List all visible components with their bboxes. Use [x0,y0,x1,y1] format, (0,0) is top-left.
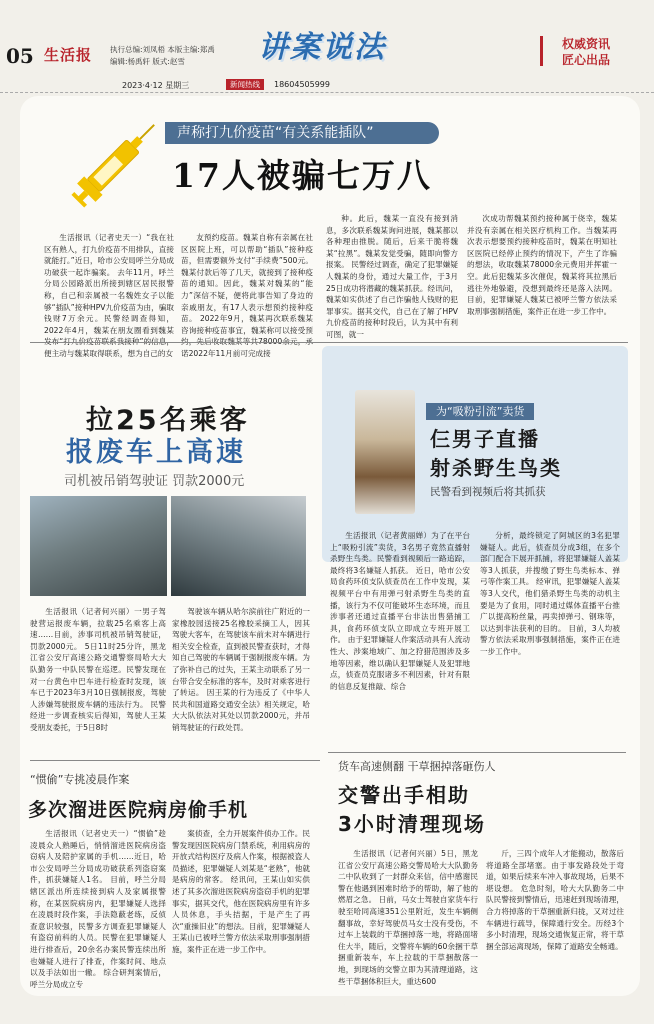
story2-column: 生活报讯（记者何兴丽）一男子驾驶营运报废车辆，拉载25名乘客上高速……目前，涉事司机被吊销驾驶证，罚款2000元。 5日11时25分许，黑龙江省公安厅高速公路交通警察局哈大大队勤务一中队民警在巡逻。民警发现在对一台黄色中巴车进行检查时发现，该车已于2023年3月10日强制报废，驾驶人涉嫌驾驶报废车辆的违法行为。 民警经进一步调查核实后得知，驾驶人王某受朋友委托，于5日8时 [30,607,166,732]
section-divider [30,760,320,761]
hotline-label: 新闻热线 [226,79,264,90]
story1-column: 友预约疫苗。魏某自称有亲属在社区医院上班，可以帮助“插队”接种疫苗，但需要额外支付“手续费”500元。魏某付款后等了几天，就接到了接种疫苗的通知。因此，魏某对魏某的“能力”深信不疑，便将此事告知了身边的亲戚朋友，有17人表示想预约接种疫苗。 2022年9月，魏某再次联系魏某咨询接种疫苗事宜，魏某称可以接受预约，先后收取魏某等共78000余元，承诺2022年11月前可完成接 [181,233,313,358]
slogan-line: 匠心出品 [562,53,611,67]
police-photo [171,496,306,596]
story1-column: 次成功帮魏某预约接种属于侥幸，魏某并没有亲属在相关医疗机构工作。当魏某再次表示想要预约接种疫苗时，魏某在明知社区医院已经停止预约的情况下，产生了诈骗的想法，收取魏某78000余元费用并挥霍一空。此后犯魏某多次催促，魏某将其拉黑后逃往外地躲避，没想到最终还是落入法网。 目前，犯罪嫌疑人魏某已被呼兰警方依法采取刑事强制措施，案件正在进一步工作中。 [467,214,617,316]
bus-photo [30,496,167,596]
story1-column: 生活报讯（记者史天一）“我在社区有熟人，打九价疫苗不用排队，直接就能打。”近日，哈市公安局呼兰分局成功破获一起诈骗案。 去年11月，呼兰分局公园路派出所接到辖区居民报警称，自己和亲属被一名魏姓女子以能够“插队”接种HPV九价疫苗为由，骗取钱财7万余元。民警经调查得知，2022年4月，魏某在朋友圈看到魏某发布“打九价疫苗联系我接种”的信息，便主动与魏某取得联系，想为自己的女 [44,233,174,358]
story2-headline-line2: 报废车上高速 [66,437,246,468]
story5-headline [338,781,486,839]
story1-column: 种。此后，魏某一直没有接到消息，多次联系魏某询问进展，魏某都以各种理由推脱。随后，后来干脆将魏某“拉黑”。魏某发觉受骗，随即向警方报案。 民警经过调查，确定了犯罪嫌疑人魏某的身份，通过大量工作，于3月25日成功将潜藏的魏某抓获。经讯问，魏某如实供述了自己诈骗他人钱财的犯罪事实。据其交代，自己在了解了HPV九价疫苗的接种时段后，认为其中有利可图，就一 [326,214,458,339]
page-number: 05 [6,44,34,68]
slogan [562,36,610,68]
story4-headline: 多次溜进医院病房偷手机 [28,799,249,821]
newspaper-name: 生活报 [44,46,93,64]
story1-kicker: 声称打九价疫苗“有关系能插队” [165,122,439,144]
story3-column: 分析，最终锁定了阿城区的3名犯罪嫌疑人。此后，侦查员分成3组，在多个部门配合下展开抓捕，将犯罪嫌疑人盖某等3人抓获，并搜缴了野生鸟类标本、弹弓等作案工具。 经审讯，犯罪嫌疑人盖某等3人交代，他们猎杀野生鸟类的动机主要是为了食用，同时通过媒体直播平台推广以提高粉丝量，再卖掉弹弓、钢珠等，以达到非法获利的目的。 目前，3人均被警方依法采取刑事强制措施，案件正在进一步工作中。 [480,531,620,656]
story2-headline-line1: 拉25名乘客 [86,405,250,436]
section-divider [328,752,626,753]
story4-column: 案侦查，全力开展案件侦办工作。民警发现因医院病房门禁系统，利用病房的开放式结构医疗及病人作案，根据被盗人员描述，犯罪嫌疑人刘某是“老熟”，他就是病房的常客。 经讯问，王某山如实供述了其多次溜进医院病房盗窃手机的犯罪事实，据其交代，他在医院病房里有许多人员休息，手头拮据，于是产生了再次“重操旧业”的想法。目前，犯罪嫌疑人王某山已被呼兰警方依法采取刑事强制措施，案件正在进一步工作中。 [172,829,310,954]
story5-kicker: 货车高速侧翻 干草捆掉落砸伤人 [338,760,496,773]
section-divider [30,342,628,343]
story3-kicker: 为“吸粉引流”卖货 [426,403,534,420]
story5-headline-line: 3小时清理现场 [338,812,486,836]
story3-column: 生活报讯（记者黄丽婵）为了在平台上“吸粉引流”卖货，3名男子竟然直播射杀野生鸟类。民警看到视频后一路追踪，最终将3名嫌疑人抓获。 近日，哈市公安局食药环侦支队侦查员在工作中发现，某视频平台中有用弹弓射杀野生鸟类的直播，该行为不仅可能破坏生态环境，而且涉事者还通过直播平台非法出售猎捕工具，食药环侦支队立即成立专班开展工作。 由于犯罪嫌疑人作案活动具有人流动性大、涉案地域广、加之狩猎范围涉及多地等因素，维以确认犯罪嫌疑人及犯罪地点，侦查员克服诸多不利因素，针对有限的信息反复推敲、综合 [330,531,470,691]
header-divider [0,92,654,93]
story2-subtitle: 司机被吊销驾驶证 罚款2000元 [64,474,245,489]
story3-headline [430,425,562,483]
editors-line: 编辑:杨禹轩 版式:赵雪 [110,57,185,66]
editors-block [110,44,215,68]
story3-subtitle: 民警看到视频后将其抓获 [430,486,546,498]
bird-specimen-photo [355,390,415,514]
editors-line: 执行总编:刘凤梧 本版主编:郑禹 [110,45,215,54]
syringe-icon [62,108,170,218]
hotline-number: 18604505999 [274,80,330,89]
story2-column: 驾驶该车辆从哈尔滨前往广附近的一家橡胶园送接25名橡胶采摘工人，因其驾驶大客车，在驾驶该车前未对车辆进行相关安全检查，直到被民警查获时，才得知自己驾驶的车辆属于强制报废车辆。为了弥补自己的过失，王某主动联系了另一台带合安全标准的客车，及时对乘客进行了转运。 因王某的行为违反了《中华人民共和国道路交通安全法》相关规定，哈大大队依法对其处以罚款2000元，并吊销驾驶证的行政处罚。 [172,607,310,732]
story5-headline-line: 交警出手相助 [338,783,470,807]
story5-column: 生活报讯（记者何兴丽）5日，黑龙江省公安厅高速公路交警局哈大大队勤务二中队收到了一封群众来信，信中感谢民警在他遇到困难时给予的帮助，解了他的燃眉之急。 日前，马女士驾驶自家货车行驶至哈同高速351公里附近，发生车辆侧翻事故，幸好驾驶员马女士没有受伤，不过车上装载的干草捆掉落一地，将路面堵住大半，随后，交警将车辆的60余捆干草捆重新装车，车上拉载的干草捆散落一地，到现场的交警立即为其清理道路，这些干草捆体积巨大，重达600 [338,849,478,986]
issue-date: 2023·4·12 星期三 [122,81,190,90]
slogan-bar [540,36,543,66]
slogan-line: 权威资讯 [562,37,611,51]
story4-kicker: “惯偷”专挑凌晨作案 [30,773,130,786]
page-header [0,0,654,92]
section-title: 讲案说法 [258,30,386,65]
story4-column: 生活报讯（记者史天一）“惯偷”趁凌晨众人熟睡后，悄悄溜进医院病房盗窃病人及陪护家属的手机……近日，哈市公安局呼兰分局成功破获系列盗窃案件，抓获嫌疑人1名。 目前，呼兰分局辖区派出所连续接到病人及家属报警称，在某医院病房内，犯罪嫌疑人选择在凌晨时段作案，手法隐蔽老练，反侦查意识较强，民警多方调查犯罪嫌疑人有盗窃前科的人员。民警在犯罪嫌疑人进行排查后，20余名办案民警连续出所也嫌疑人进行了排查，作案时间、地点以及手法如出一辙。 综合研判案情后，呼兰分局成立专 [30,829,166,989]
story3-headline-line: 射杀野生鸟类 [430,456,562,480]
story3-headline-line: 仨男子直播 [430,427,540,451]
story5-column: 斤，三四个成年人才能搬动，散落后将道路全部堵塞。由于事发路段处于弯道，如果后续来车冲入事故现场，后果不堪设想。 危急时刻，哈大大队勤务二中队民警接到警情后，迅速赶到现场清理，合力将掉落的干草捆重新归拢，又对过往车辆进行疏导，保障通行安全。历经3个多小时清理，现场交通恢复正常，将干草捆全部运离现场，保障了道路安全畅通。 [486,849,624,951]
story1-headline: 17人被骗七万八 [172,156,432,195]
